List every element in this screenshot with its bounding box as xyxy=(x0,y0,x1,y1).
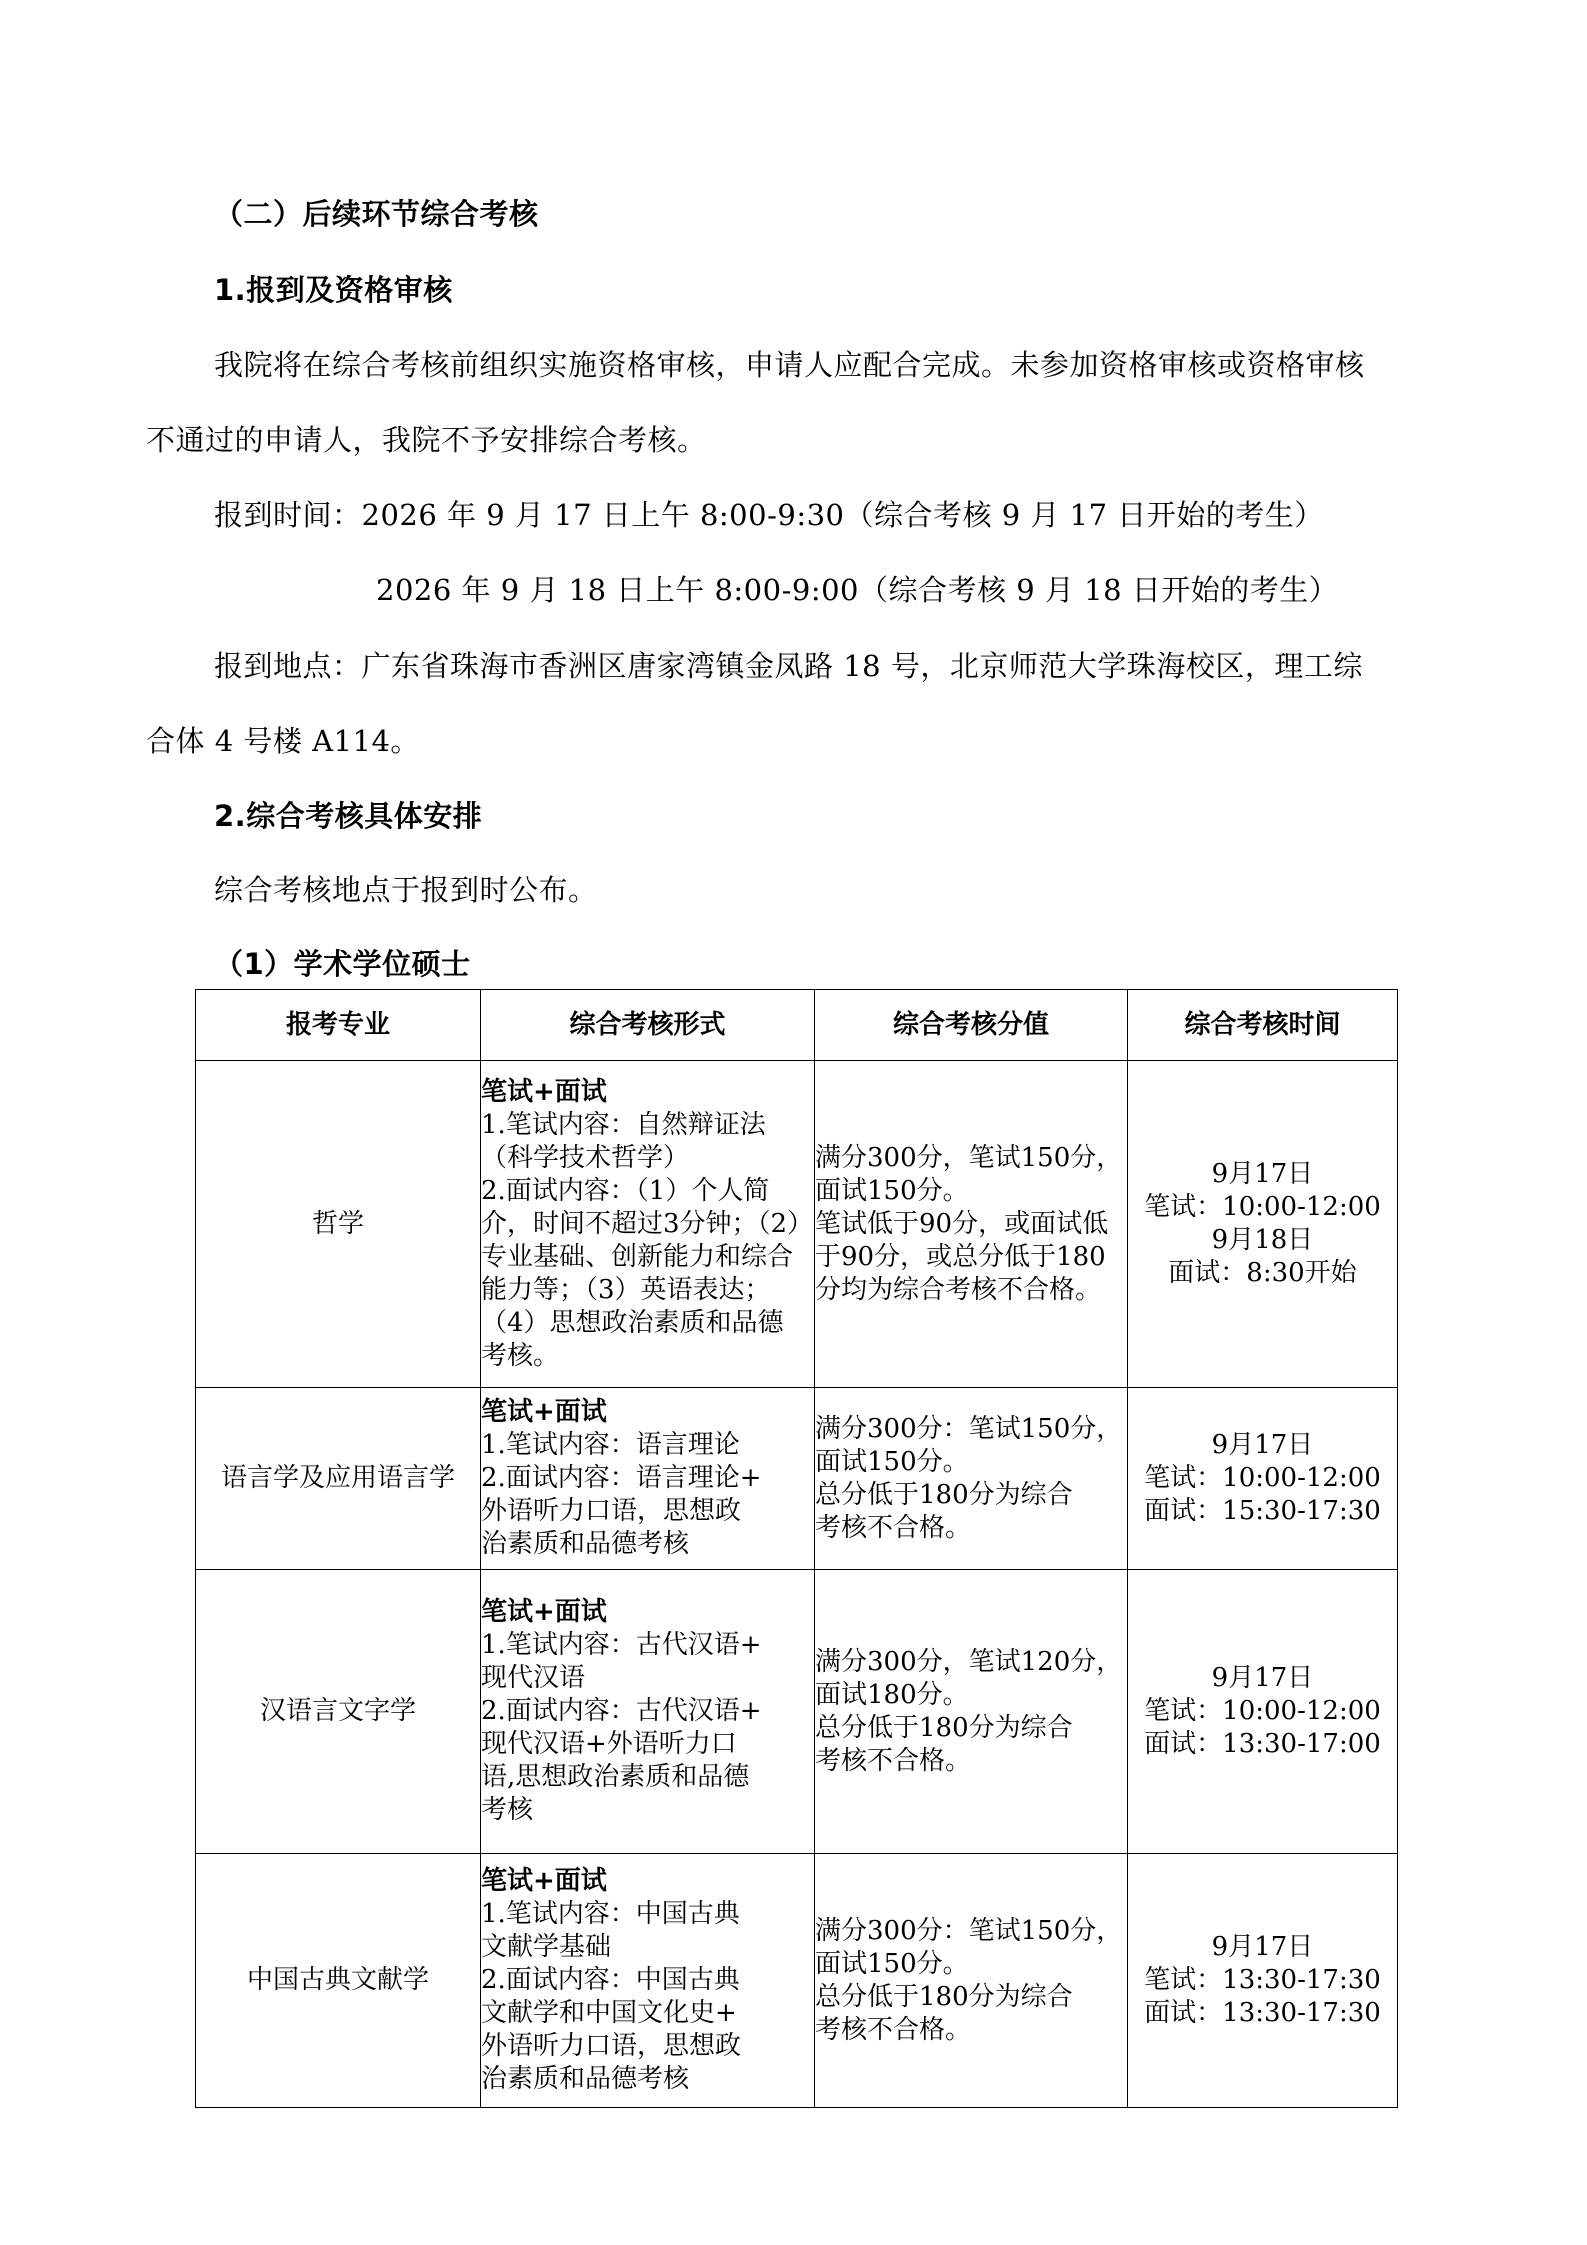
time-line: 9月17日 xyxy=(1211,1932,1314,1962)
form-line: 外语听力口语，思想政 xyxy=(481,2031,742,2061)
score-line: 考核不合格。 xyxy=(815,1745,972,1776)
paragraph-line: 综合考核地点于报到时公布。 xyxy=(214,873,598,907)
score-line: 于90分，或总分低于180 xyxy=(815,1241,1106,1272)
form-line: 语,思想政治素质和品德 xyxy=(481,1762,750,1792)
form-line: 文献学和中国文化史+ xyxy=(481,1998,737,2028)
form-title: 笔试+面试 xyxy=(481,1397,607,1427)
score-line: 分均为综合考核不合格。 xyxy=(815,1274,1102,1305)
time-line: 9月17日 xyxy=(1211,1159,1314,1189)
score-cell xyxy=(815,1061,1128,1388)
form-line: （4）思想政治素质和品德 xyxy=(481,1307,784,1338)
score-line: 总分低于180分为综合 xyxy=(815,1479,1073,1510)
score-cell xyxy=(815,1570,1128,1854)
major-cell: 哲学 xyxy=(196,1061,481,1388)
form-cell xyxy=(481,1388,815,1570)
score-line: 面试150分。 xyxy=(815,1948,969,1979)
time-cell xyxy=(1128,1854,1398,2108)
assessment-table xyxy=(195,989,1398,2108)
form-line: 现代汉语 xyxy=(481,1663,586,1693)
form-title: 笔试+面试 xyxy=(481,1597,607,1627)
major-cell: 汉语言文字学 xyxy=(196,1570,481,1854)
time-line: 笔试：10:00-12:00 xyxy=(1144,1696,1381,1726)
form-line: 外语听力口语，思想政 xyxy=(481,1496,742,1526)
form-line: 现代汉语+外语听力口 xyxy=(481,1729,737,1759)
form-cell xyxy=(481,1570,815,1854)
time-cell xyxy=(1128,1570,1398,1854)
time-line: 9月17日 xyxy=(1211,1430,1314,1460)
time-cell xyxy=(1128,1388,1398,1570)
header-score: 综合考核分值 xyxy=(815,990,1128,1061)
table-row xyxy=(196,1570,1398,1854)
form-cell xyxy=(481,1061,815,1388)
report-time-line: 2026 年 9 月 18 日上午 8:00-9:00（综合考核 9 月 18 日开始的考生） xyxy=(376,573,1339,607)
report-place-line: 合体 4 号楼 A114。 xyxy=(146,724,420,758)
form-line: 介，时间不超过3分钟；（2） xyxy=(481,1208,814,1239)
subsection-heading-arrangement: 2.综合考核具体安排 xyxy=(214,799,483,833)
score-cell xyxy=(815,1854,1128,2108)
table-row xyxy=(196,1854,1398,2108)
header-form: 综合考核形式 xyxy=(481,990,815,1061)
paragraph-line: 不通过的申请人，我院不予安排综合考核。 xyxy=(146,423,707,457)
form-title: 笔试+面试 xyxy=(481,1866,607,1896)
form-line: 治素质和品德考核 xyxy=(481,1529,690,1559)
form-line: 治素质和品德考核 xyxy=(481,2064,690,2094)
time-cell xyxy=(1128,1061,1398,1388)
form-cell xyxy=(481,1854,815,2108)
header-major: 报考专业 xyxy=(196,990,481,1061)
form-line: （科学技术哲学） xyxy=(481,1142,690,1173)
table-caption: （1）学术学位硕士 xyxy=(214,947,471,981)
form-line: 1.笔试内容：中国古典 xyxy=(481,1899,740,1929)
major-cell: 语言学及应用语言学 xyxy=(196,1388,481,1570)
score-line: 满分300分：笔试150分， xyxy=(815,1413,1123,1444)
time-line: 面试：8:30开始 xyxy=(1168,1258,1357,1288)
form-line: 1.笔试内容：语言理论 xyxy=(481,1430,740,1460)
form-line: 考核。 xyxy=(481,1340,560,1371)
form-line: 考核 xyxy=(481,1795,534,1825)
score-line: 面试150分。 xyxy=(815,1446,969,1477)
form-title: 笔试+面试 xyxy=(481,1076,607,1107)
form-line: 2.面试内容：古代汉语+ xyxy=(481,1696,762,1726)
form-line: 能力等；（3）英语表达； xyxy=(481,1274,771,1305)
score-line: 面试180分。 xyxy=(815,1679,969,1710)
time-line: 9月17日 xyxy=(1211,1663,1314,1693)
form-line: 1.笔试内容：古代汉语+ xyxy=(481,1630,762,1660)
header-time: 综合考核时间 xyxy=(1128,990,1398,1061)
form-line: 专业基础、创新能力和综合 xyxy=(481,1241,794,1272)
time-line: 面试：13:30-17:00 xyxy=(1144,1729,1381,1759)
score-line: 满分300分，笔试120分， xyxy=(815,1646,1123,1677)
score-line: 考核不合格。 xyxy=(815,2014,972,2045)
paragraph-line: 我院将在综合考核前组织实施资格审核，申请人应配合完成。未参加资格审核或资格审核 xyxy=(214,348,1365,382)
time-line: 笔试：10:00-12:00 xyxy=(1144,1463,1381,1493)
time-line: 9月18日 xyxy=(1211,1225,1314,1255)
time-line: 笔试：10:00-12:00 xyxy=(1144,1192,1381,1222)
score-line: 考核不合格。 xyxy=(815,1512,972,1543)
score-line: 笔试低于90分，或面试低 xyxy=(815,1208,1109,1239)
score-line: 面试150分。 xyxy=(815,1175,969,1206)
table-row xyxy=(196,1061,1398,1388)
section-heading: （二）后续环节综合考核 xyxy=(214,197,539,231)
table-header-row xyxy=(196,990,1398,1061)
time-line: 笔试：13:30-17:30 xyxy=(1144,1965,1381,1995)
score-line: 总分低于180分为综合 xyxy=(815,1712,1073,1743)
subsection-heading-registration: 1.报到及资格审核 xyxy=(214,273,453,307)
form-line: 2.面试内容：（1）个人简 xyxy=(481,1175,770,1206)
time-line: 面试：13:30-17:30 xyxy=(1144,1998,1381,2028)
form-line: 文献学基础 xyxy=(481,1932,612,1962)
form-line: 2.面试内容：语言理论+ xyxy=(481,1463,762,1493)
major-cell: 中国古典文献学 xyxy=(196,1854,481,2108)
score-line: 满分300分，笔试150分， xyxy=(815,1142,1123,1173)
form-line: 1.笔试内容：自然辩证法 xyxy=(481,1109,766,1140)
form-line: 2.面试内容：中国古典 xyxy=(481,1965,740,1995)
table-row xyxy=(196,1388,1398,1570)
score-line: 总分低于180分为综合 xyxy=(815,1981,1073,2012)
time-line: 面试：15:30-17:30 xyxy=(1144,1496,1381,1526)
score-line: 满分300分：笔试150分， xyxy=(815,1915,1123,1946)
report-place-line: 报到地点：广东省珠海市香洲区唐家湾镇金凤路 18 号，北京师范大学珠海校区，理工综 xyxy=(214,649,1363,683)
report-time-line: 报到时间：2026 年 9 月 17 日上午 8:00-9:30（综合考核 9 月 17 日开始的考生） xyxy=(214,498,1324,532)
score-cell xyxy=(815,1388,1128,1570)
